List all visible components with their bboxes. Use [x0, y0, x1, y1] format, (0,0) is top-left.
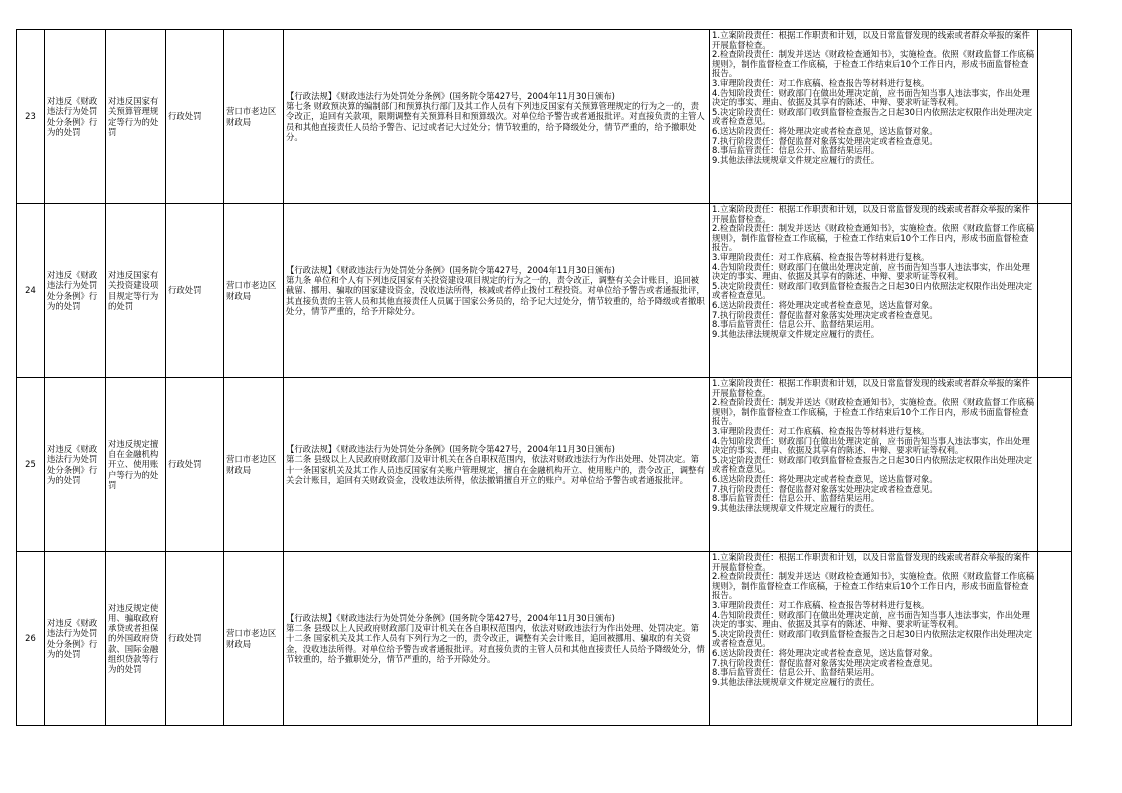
responsibility-item: 1.立案阶段责任：根据工作职责和计划，以及日常监督发现的线索或者群众举报的案件开展监督检查。 — [712, 30, 1030, 50]
remarks-cell — [1038, 378, 1072, 552]
responsibility-item: 7.执行阶段责任：督促监督对象落实处理决定或者检查意见。 — [712, 135, 938, 146]
power-type: 行政处罚 — [166, 30, 224, 204]
responsibility-item: 9.其他法律法规规章文件规定应履行的责任。 — [712, 328, 880, 339]
responsibility-item: 8.事后监管责任：信息公开、监督结果运用。 — [712, 493, 880, 504]
responsibility-item: 3.审理阶段责任：对工作底稿、检查报告等材料进行复核。 — [712, 599, 930, 610]
responsibility-item: 4.告知阶段责任：财政部门在做出处理决定前，应书面告知当事人违法事实，作出处理决定的事实、理由、依据及其享有的陈述、申辩、要求听证等权利。 — [712, 87, 1030, 108]
responsibility-item: 9.其他法律法规规章文件规定应履行的责任。 — [712, 154, 880, 165]
responsibility-item: 2.检查阶段责任：制发并送达《财政检查通知书》，实施检查。依照《财政监督工作底稿规则》，制作监督检查工作底稿，于检查工作结束后10个工作日内，形成书面监督检查报告。 — [712, 571, 1035, 601]
responsibility-item: 6.送达阶段责任：将处理决定或者检查意见，送达监督对象。 — [712, 299, 938, 310]
responsibility-item: 1.立案阶段责任：根据工作职责和计划，以及日常监督发现的线索或者群众举报的案件开展监督检查。 — [712, 552, 1030, 572]
row-number: 25 — [17, 378, 45, 552]
item-name: 对违反《财政违法行为处罚处分条例》行为的处罚 — [45, 30, 106, 204]
row-number: 26 — [17, 552, 45, 726]
responsibility-list — [710, 204, 1038, 378]
responsibility-item: 5.决定阶段责任：财政部门收到监督检查报告之日起30日内依照法定权限作出处理决定或者检查意见。 — [712, 106, 1033, 127]
responsibility-item: 2.检查阶段责任：制发并送达《财政检查通知书》，实施检查。依照《财政监督工作底稿规则》，制作监督检查工作底稿，于检查工作结束后10个工作日内，形成书面监督检查报告。 — [712, 397, 1035, 427]
responsibility-list — [710, 552, 1038, 726]
power-type: 行政处罚 — [166, 378, 224, 552]
legal-basis: 【行政法规】《财政违法行为处罚处分条例》(国务院令第427号，2004年11月30日颁布) 第二条 县级以上人民政府财政部门及审计机关在各自职权范围内，依法对财政违法行为作出处理、处罚决定。第十二条 国家机关及其工作人员有下列行为之一的，责令改正，调整有关会计账目，追回被挪用、骗取的有关资金，没收违法所得。对单位给予警告或者通报批评。对直接负责的主管人员和其他直接责任人员给予降级处分，情节较重的，给予撤职处分，情节严重的，给予开除处分。 — [284, 552, 710, 726]
responsibility-item: 3.审理阶段责任：对工作底稿、检查报告等材料进行复核。 — [712, 77, 930, 88]
implementing-agency: 营口市老边区财政局 — [224, 204, 284, 378]
responsibility-item: 3.审理阶段责任：对工作底稿、检查报告等材料进行复核。 — [712, 425, 930, 436]
power-list-table — [16, 29, 1072, 726]
power-type: 行政处罚 — [166, 204, 224, 378]
responsibility-item: 4.告知阶段责任：财政部门在做出处理决定前，应书面告知当事人违法事实，作出处理决定的事实、理由、依据及其享有的陈述、申辩、要求听证等权利。 — [712, 261, 1030, 282]
legal-basis: 【行政法规】《财政违法行为处罚处分条例》(国务院令第427号，2004年11月30日颁布) 第二条 县级以上人民政府财政部门及审计机关在各自职权范围内，依法对财政违法行为作出处理、处罚决定。第十一条国家机关及其工作人员违反国家有关账户管理规定，擅自在金融机构开立、使用账户的，责令改正，调整有关会计账目，追回有关财政资金，没收违法所得，依法撤销擅自开立的账户。对单位给予警告或者通报批评。 — [284, 378, 710, 552]
table-row — [17, 30, 1072, 204]
table-row — [17, 552, 1072, 726]
responsibility-item: 8.事后监管责任：信息公开、监督结果运用。 — [712, 145, 880, 156]
sub-item-name: 对违反规定使用、骗取政府承贷或者担保的外国政府贷款、国际金融组织贷款等行为的处罚 — [106, 552, 166, 726]
responsibility-item: 9.其他法律法规规章文件规定应履行的责任。 — [712, 502, 880, 513]
responsibility-item: 8.事后监管责任：信息公开、监督结果运用。 — [712, 319, 880, 330]
responsibility-list — [710, 30, 1038, 204]
responsibility-item: 3.审理阶段责任：对工作底稿、检查报告等材料进行复核。 — [712, 251, 930, 262]
responsibility-item: 7.执行阶段责任：督促监督对象落实处理决定或者检查意见。 — [712, 309, 938, 320]
responsibility-item: 6.送达阶段责任：将处理决定或者检查意见，送达监督对象。 — [712, 647, 938, 658]
responsibility-item: 9.其他法律法规规章文件规定应履行的责任。 — [712, 676, 880, 687]
responsibility-item: 5.决定阶段责任：财政部门收到监督检查报告之日起30日内依照法定权限作出处理决定或者检查意见。 — [712, 280, 1033, 301]
responsibility-item: 5.决定阶段责任：财政部门收到监督检查报告之日起30日内依照法定权限作出处理决定或者检查意见。 — [712, 628, 1033, 649]
item-name: 对违反《财政违法行为处罚处分条例》行为的处罚 — [45, 378, 106, 552]
sub-item-name: 对违反国家有关投资建设项目规定等行为的处罚 — [106, 204, 166, 378]
responsibility-list — [710, 378, 1038, 552]
responsibility-item: 7.执行阶段责任：督促监督对象落实处理决定或者检查意见。 — [712, 657, 938, 668]
responsibility-item: 7.执行阶段责任：督促监督对象落实处理决定或者检查意见。 — [712, 483, 938, 494]
table-row — [17, 204, 1072, 378]
implementing-agency: 营口市老边区财政局 — [224, 378, 284, 552]
remarks-cell — [1038, 30, 1072, 204]
legal-basis: 【行政法规】《财政违法行为处罚处分条例》(国务院令第427号，2004年11月30日颁布) 第七条 财政预决算的编制部门和预算执行部门及其工作人员有下列违反国家有关预算管理规定的行为之一的，责令改正，追回有关款项，限期调整有关预算科目和预算级次。对单位给予警告或者通报批评。对直接负责的主管人员和其他直接责任人员给予警告、记过或者记大过处分；情节较重的，给予降级处分，情节严重的，给予撤职处分。 — [284, 30, 710, 204]
responsibility-item: 1.立案阶段责任：根据工作职责和计划，以及日常监督发现的线索或者群众举报的案件开展监督检查。 — [712, 204, 1030, 224]
responsibility-item: 2.检查阶段责任：制发并送达《财政检查通知书》，实施检查。依照《财政监督工作底稿规则》，制作监督检查工作底稿，于检查工作结束后10个工作日内，形成书面监督检查报告。 — [712, 223, 1035, 253]
table-row — [17, 378, 1072, 552]
responsibility-item: 1.立案阶段责任：根据工作职责和计划，以及日常监督发现的线索或者群众举报的案件开展监督检查。 — [712, 378, 1030, 398]
responsibility-item: 8.事后监管责任：信息公开、监督结果运用。 — [712, 667, 880, 678]
power-type: 行政处罚 — [166, 552, 224, 726]
remarks-cell — [1038, 204, 1072, 378]
item-name: 对违反《财政违法行为处罚处分条例》行为的处罚 — [45, 552, 106, 726]
row-number: 24 — [17, 204, 45, 378]
implementing-agency: 营口市老边区财政局 — [224, 30, 284, 204]
implementing-agency: 营口市老边区财政局 — [224, 552, 284, 726]
sub-item-name: 对违反国家有关预算管理规定等行为的处罚 — [106, 30, 166, 204]
row-number: 23 — [17, 30, 45, 204]
sub-item-name: 对违反规定擅自在金融机构开立、使用账户等行为的处罚 — [106, 378, 166, 552]
responsibility-item: 5.决定阶段责任：财政部门收到监督检查报告之日起30日内依照法定权限作出处理决定或者检查意见。 — [712, 454, 1033, 475]
legal-basis: 【行政法规】《财政违法行为处罚处分条例》(国务院令第427号，2004年11月30日颁布) 第九条 单位和个人有下列违反国家有关投资建设项目规定的行为之一的，责令改正，调整有关会计账目，追回被截留、挪用、骗取的国家建设资金，没收违法所得，核减或者停止拨付工程投资。对单位给予警告或者通报批评，其直接负责的主管人员和其他直接责任人员属于国家公务员的，给予记大过处分，情节较重的，给予降级或者撤职处分，情节严重的，给予开除处分。 — [284, 204, 710, 378]
responsibility-item: 6.送达阶段责任：将处理决定或者检查意见，送达监督对象。 — [712, 125, 938, 136]
remarks-cell — [1038, 552, 1072, 726]
responsibility-item: 2.检查阶段责任：制发并送达《财政检查通知书》，实施检查。依照《财政监督工作底稿规则》，制作监督检查工作底稿，于检查工作结束后10个工作日内，形成书面监督检查报告。 — [712, 49, 1035, 79]
responsibility-item: 4.告知阶段责任：财政部门在做出处理决定前，应书面告知当事人违法事实，作出处理决定的事实、理由、依据及其享有的陈述、申辩、要求听证等权利。 — [712, 609, 1030, 630]
item-name: 对违反《财政违法行为处罚处分条例》行为的处罚 — [45, 204, 106, 378]
responsibility-item: 6.送达阶段责任：将处理决定或者检查意见，送达监督对象。 — [712, 473, 938, 484]
responsibility-item: 4.告知阶段责任：财政部门在做出处理决定前，应书面告知当事人违法事实，作出处理决定的事实、理由、依据及其享有的陈述、申辩、要求听证等权利。 — [712, 435, 1030, 456]
